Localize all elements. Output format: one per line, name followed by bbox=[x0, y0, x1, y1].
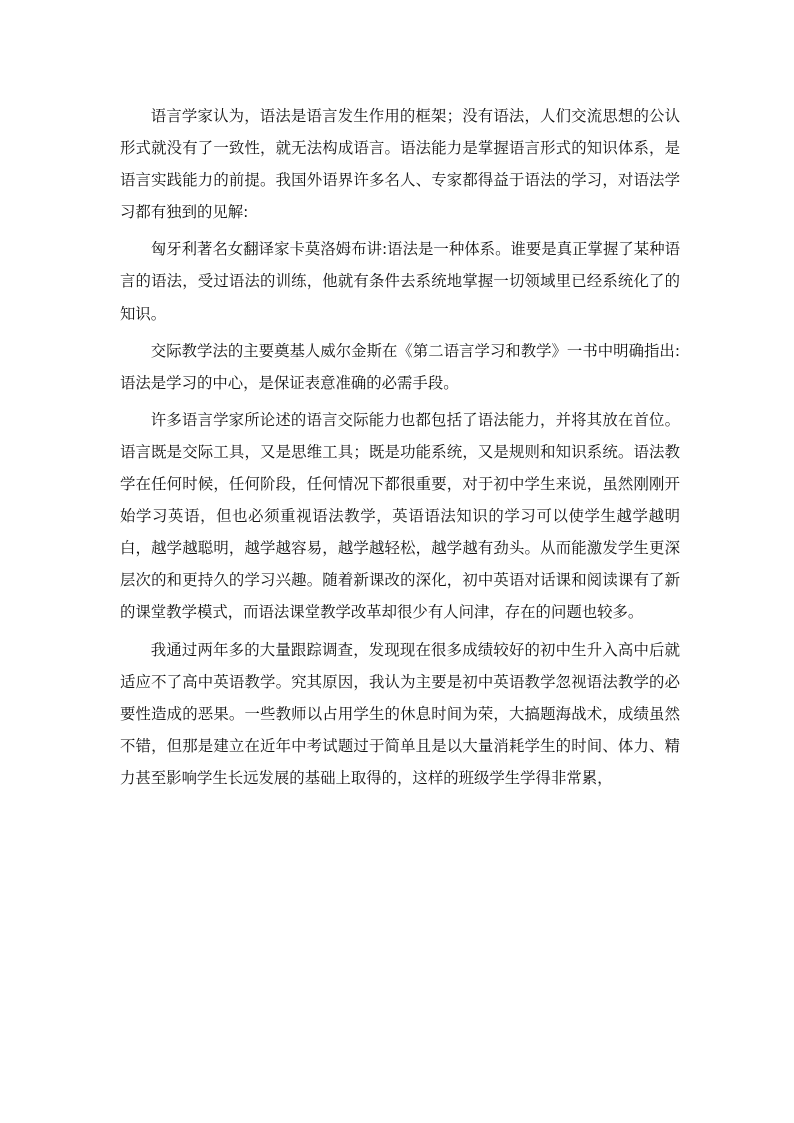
paragraph-4: 许多语言学家所论述的语言交际能力也都包括了语法能力，并将其放在首位。语言既是交际工具，又是思维工具；既是功能系统，又是规则和知识系统。语法教学在任何时候，任何阶段，任何情况下都很重要，对于初中学生来说，虽然刚刚开始学习英语，但也必须重视语法教学，英语语法知识的学习可以使学生越学越明白，越学越聪明，越学越容易，越学越轻松，越学越有劲头。从而能激发学生更深层次的和更持久的学习兴趣。随着新课改的深化，初中英语对话课和阅读课有了新的课堂教学模式，而语法课堂教学改革却很少有人问津，存在的问题也较多。 bbox=[120, 410, 680, 622]
paragraph-3: 交际教学法的主要奠基人威尔金斯在《第二语言学习和教学》一书中明确指出:语法是学习的中心，是保证表意准确的必需手段。 bbox=[120, 341, 680, 392]
paragraph-2: 匈牙利著名女翻译家卡莫洛姆布讲:语法是一种体系。谁要是真正掌握了某种语言的语法，受过语法的训练，他就有条件去系统地掌握一切领域里已经系统化了的知识。 bbox=[120, 240, 680, 323]
paragraph-1: 语言学家认为，语法是语言发生作用的框架；没有语法，人们交流思想的公认形式就没有了一致性，就无法构成语言。语法能力是掌握语言形式的知识体系，是语言实践能力的前提。我国外语界许多名人、专家都得益于语法的学习，对语法学习都有独到的见解: bbox=[120, 107, 680, 222]
paragraph-5: 我通过两年多的大量跟踪调查，发现现在很多成绩较好的初中生升入高中后就适应不了高中英语教学。究其原因，我认为主要是初中英语教学忽视语法教学的必要性造成的恶果。一些教师以占用学生的休息时间为荣，大搞题海战术，成绩虽然不错，但那是建立在近年中考试题过于简单且是以大量消耗学生的时间、体力、精力甚至影响学生长远发展的基础上取得的，这样的班级学生学得非常累， bbox=[120, 640, 680, 787]
document-body bbox=[120, 100, 680, 794]
